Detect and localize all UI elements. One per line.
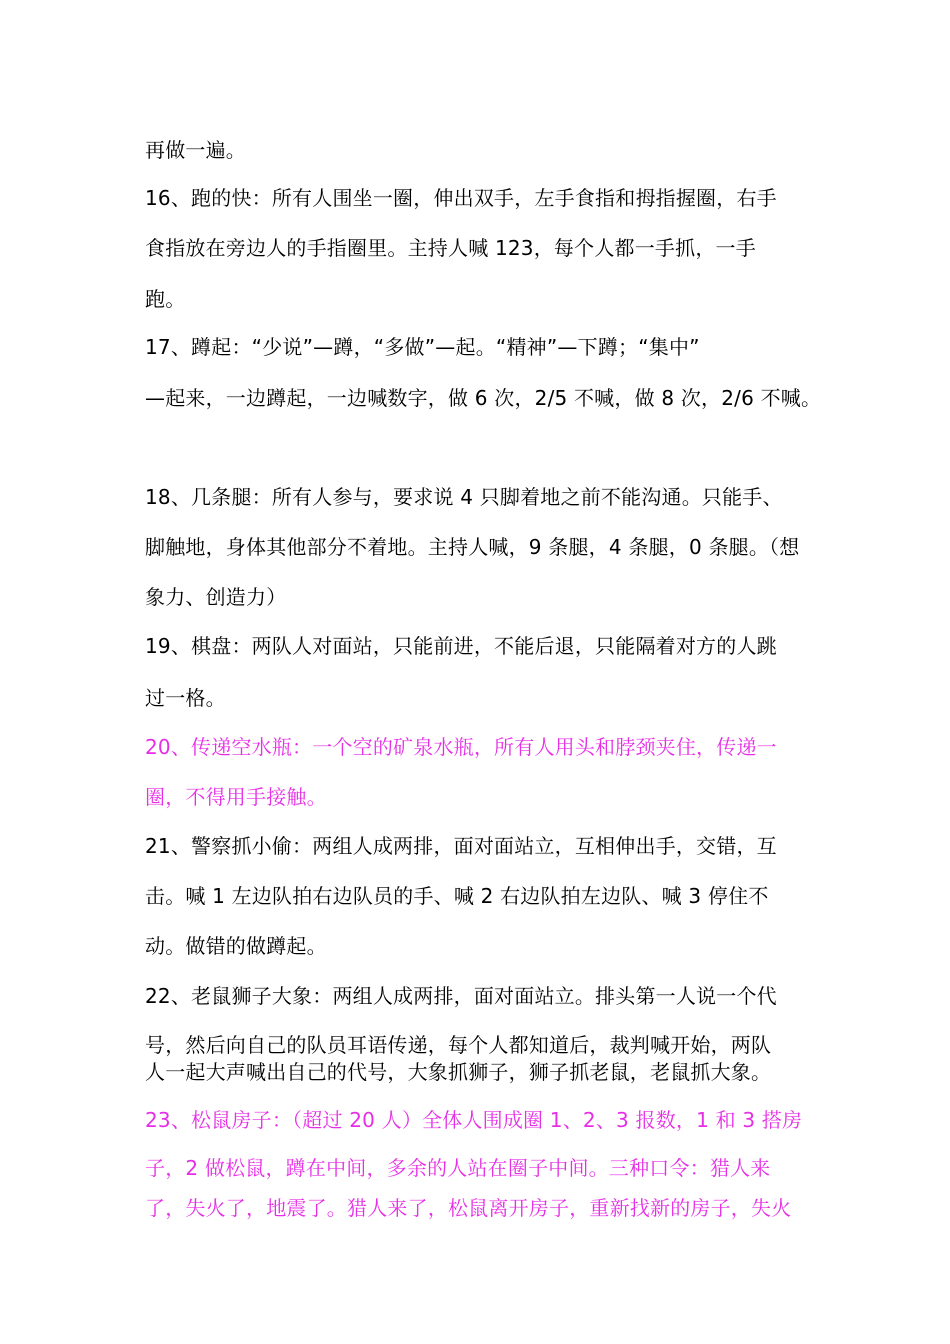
highlighted-text-line: 圈，不得用手接触。 [145,785,327,809]
text-line: 击。喊 1 左边队拍右边队员的手、喊 2 右边队拍左边队、喊 3 停住不 [145,884,769,908]
text-line: 人一起大声喊出自己的代号，大象抓狮子，狮子抓老鼠，老鼠抓大象。 [145,1060,772,1084]
text-line: 再做一遍。 [145,138,246,162]
text-line: 过一格。 [145,686,226,710]
text-line: 食指放在旁边人的手指圈里。主持人喊 123，每个人都一手抓，一手 [145,236,756,260]
text-line: 象力、创造力） [145,585,287,609]
text-line: 号，然后向自己的队员耳语传递，每个人都知道后，裁判喊开始，两队 [145,1033,772,1057]
text-line: 21、警察抓小偷：两组人成两排，面对面站立，互相伸出手，交错，互 [145,834,777,858]
highlighted-text-line: 20、传递空水瓶：一个空的矿泉水瓶，所有人用头和脖颈夹住，传递一 [145,735,777,759]
text-line: —起来，一边蹲起，一边喊数字，做 6 次，2/5 不喊，做 8 次，2/6 不喊。 [145,386,822,410]
text-line: 跑。 [145,287,186,311]
highlighted-text-line: 23、松鼠房子：（超过 20 人）全体人围成圈 1、2、3 报数，1 和 3 搭房 [145,1108,803,1132]
highlighted-text-line: 了，失火了，地震了。猎人来了，松鼠离开房子，重新找新的房子，失火 [145,1196,792,1220]
text-line: 动。做错的做蹲起。 [145,934,327,958]
text-line: 22、老鼠狮子大象：两组人成两排，面对面站立。排头第一人说一个代 [145,984,777,1008]
text-line: 17、蹲起：“少说”—蹲，“多做”—起。“精神”—下蹲；“集中” [145,335,700,359]
text-line: 16、跑的快：所有人围坐一圈，伸出双手，左手食指和拇指握圈，右手 [145,186,777,210]
text-line: 19、棋盘：两队人对面站，只能前进，不能后退，只能隔着对方的人跳 [145,634,777,658]
text-line: 脚触地，身体其他部分不着地。主持人喊，9 条腿，4 条腿，0 条腿。（想 [145,535,800,559]
highlighted-text-line: 子，2 做松鼠，蹲在中间，多余的人站在圈子中间。三种口令：猎人来 [145,1156,771,1180]
text-line: 18、几条腿：所有人参与，要求说 4 只脚着地之前不能沟通。只能手、 [145,485,783,509]
